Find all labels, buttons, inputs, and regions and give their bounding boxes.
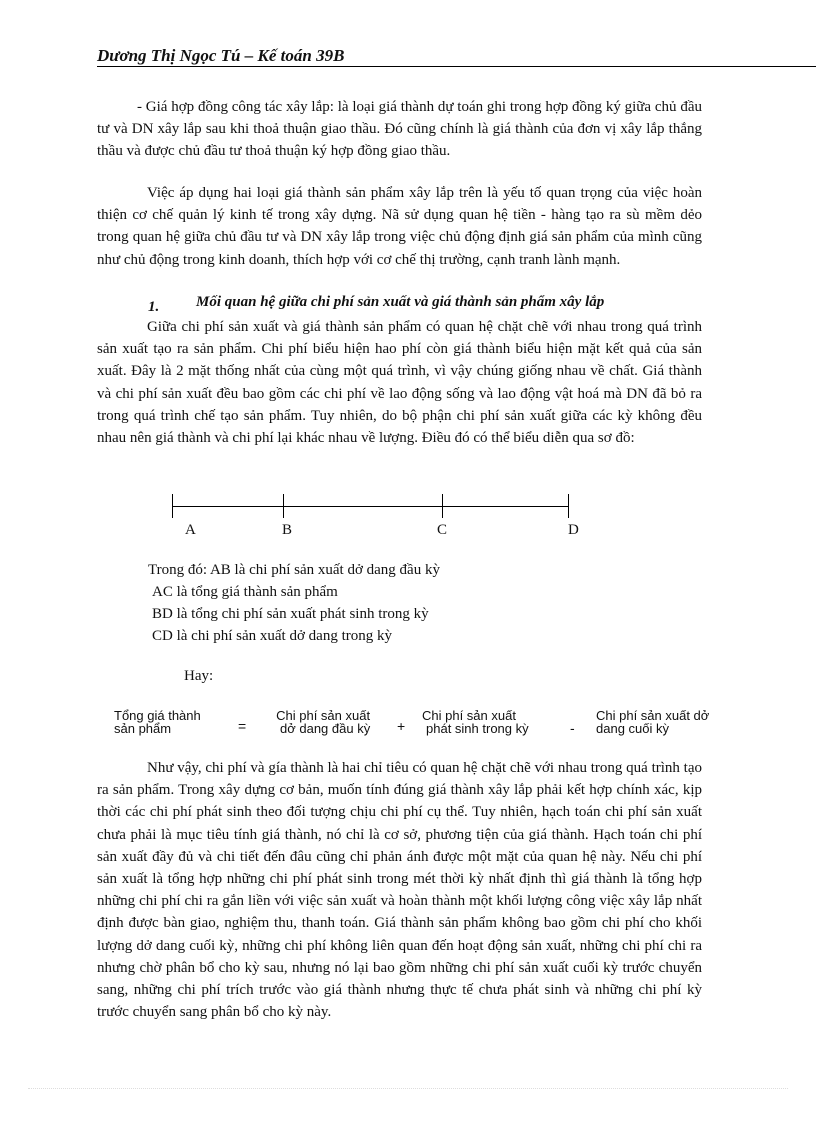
formula-term-total-cost: [114, 709, 201, 735]
formula-term-period-cost: [422, 709, 529, 735]
legend-ab: Trong đó: AB là chi phí sản xuất dở dang đầu kỳ: [148, 562, 440, 578]
hay-label: Hay:: [184, 668, 214, 684]
formula-term-opening-wip-line1: Chi phí sản xuất: [276, 708, 371, 723]
paragraph-price-application: Việc áp dụng hai loại giá thành sản phẩm xây lắp trên là yếu tố quan trọng của việc hoàn thiện cơ chế quản lý kinh tế trong xây dựng. Nã sử dụng quan hệ tiền - hàng tạo ra sù mềm dẻo trong quan hệ giữa chủ đầu tư và DN xây lắp trong việc chủ động định giá sản phẩm của mình cũng như chủ động trong kinh doanh, thích hợp với cơ chế thị trường, cạnh tranh lành mạnh.: [97, 185, 702, 268]
paragraph-conclusion: Như vậy, chi phí và gía thành là hai chỉ tiêu có quan hệ chặt chẽ với nhau trong quá trình tạo ra sản phẩm. Trong xây dựng cơ bản, muốn tính đúng giá thành xây lắp phải kết hợp chính xác, kịp thời các chi phí phát sinh theo đối tượng chịu chi phí cụ thể. Tuy nhiên, hạch toán chi phí sản xuất chưa phải là mục tiêu tính giá thành, nó chỉ là cơ sở, phương tiện của giá thành. Hạch toán chi phí sản xuất đầy đủ và chi tiết đến đâu cũng chỉ phản ánh được một mặt của quan hệ này. Nếu chi phí sản xuất là tổng hợp những chi phí phát sinh trong mét thời kỳ nhất định thì giá thành là tổng hợp những chi phí chi ra gắn liền với việc sản xuất và hoàn thành một khối lượng công việc xây lắp nhất định được bàn giao, nghiệm thu, thanh toán. Giá thành sản phẩm không bao gồm chi phí cho khối lượng dở dang cuối kỳ, những chi phí không liên quan đến hoạt động sản xuất, những chi phí chi ra nhưng chờ phân bổ cho kỳ sau, nhưng nó lại bao gồm những chi phí sản xuất cuối kỳ trước chuyển sang, những chi phí trích trước vào giá thành nhưng thực tế chưa phát sinh và những chi phí kỳ trước chuyển sang phân bổ cho kỳ này.: [97, 760, 702, 1021]
page-header: Dương Thị Ngọc Tú – Kế toán 39B: [97, 46, 345, 65]
formula-equals: =: [238, 718, 247, 734]
diagram-tick-d: [568, 494, 569, 518]
diagram-tick-c: [442, 494, 443, 518]
formula-term-opening-wip: [276, 709, 370, 735]
formula-term-closing-wip-line1: Chi phí sản xuất dở: [596, 708, 710, 723]
diagram-label-a: A: [185, 522, 196, 538]
formula-minus: -: [570, 720, 575, 736]
formula-plus: +: [397, 718, 406, 734]
formula-term-closing-wip-line2: dang cuối kỳ: [596, 721, 669, 736]
diagram-tick-b: [283, 494, 284, 518]
diagram-label-d: D: [568, 522, 579, 538]
diagram-label-c: C: [437, 522, 448, 538]
formula-term-total-cost-line2: sản phẩm: [114, 721, 172, 736]
legend-cd: CD là chi phí sản xuất dở dang trong kỳ: [152, 628, 392, 644]
formula-term-total-cost-line1: Tổng giá thành: [114, 708, 201, 723]
section-heading: [148, 294, 605, 315]
legend-ac: AC là tổng giá thành sản phẩm: [152, 584, 338, 600]
header-rule: [97, 66, 816, 67]
formula-term-opening-wip-line2: dở dang đầu kỳ: [280, 721, 371, 736]
formula-term-period-cost-line1: Chi phí sản xuất: [422, 708, 516, 723]
paragraph-contract-price: - Giá hợp đồng công tác xây lắp: là loại giá thành dự toán ghi trong hợp đồng ký giữa chủ đầu tư và DN xây lắp sau khi thoả thuận giao thầu. Đó cũng chính là giá thành của đơn vị xây lắp thắng thầu và được chủ đầu tư thoả thuận ký hợp đồng giao thầu.: [97, 99, 702, 160]
footer-rule: [28, 1088, 788, 1089]
diagram-line: [172, 506, 568, 507]
diagram-tick-a: [172, 494, 173, 518]
diagram-label-b: B: [282, 522, 293, 538]
formula-term-closing-wip: [596, 709, 709, 735]
section-number: 1.: [148, 299, 160, 315]
cost-diagram: [172, 494, 579, 544]
legend-bd: BD là tổng chi phí sản xuất phát sinh trong kỳ: [152, 606, 429, 622]
section-title: Mối quan hệ giữa chi phí sản xuất và giá thành sản phẩm xây lắp: [196, 294, 605, 310]
paragraph-cost-relationship: Giữa chi phí sản xuất và giá thành sản phẩm có quan hệ chặt chẽ với nhau trong quá trình sản xuất tạo ra sản phẩm. Chi phí biểu hiện hao phí còn giá thành biểu hiện mặt kết quả của sản xuất. Đây là 2 mặt thống nhất của cùng một quá trình, vì vậy chúng giống nhau về chất. Giá thành và chi phí sản xuất đều bao gồm các chi phí về lao động sống và lao động vật hoá mà DN đã bỏ ra trong quá trình chế tạo sản phẩm. Tuy nhiên, do bộ phận chi phí sản xuất giữa các kỳ không đều nhau nên giá thành và chi phí lại khác nhau về lượng. Điều đó có thể biểu diễn qua sơ đồ:: [97, 319, 702, 447]
formula-term-period-cost-line2: phát sinh trong kỳ: [426, 721, 529, 736]
